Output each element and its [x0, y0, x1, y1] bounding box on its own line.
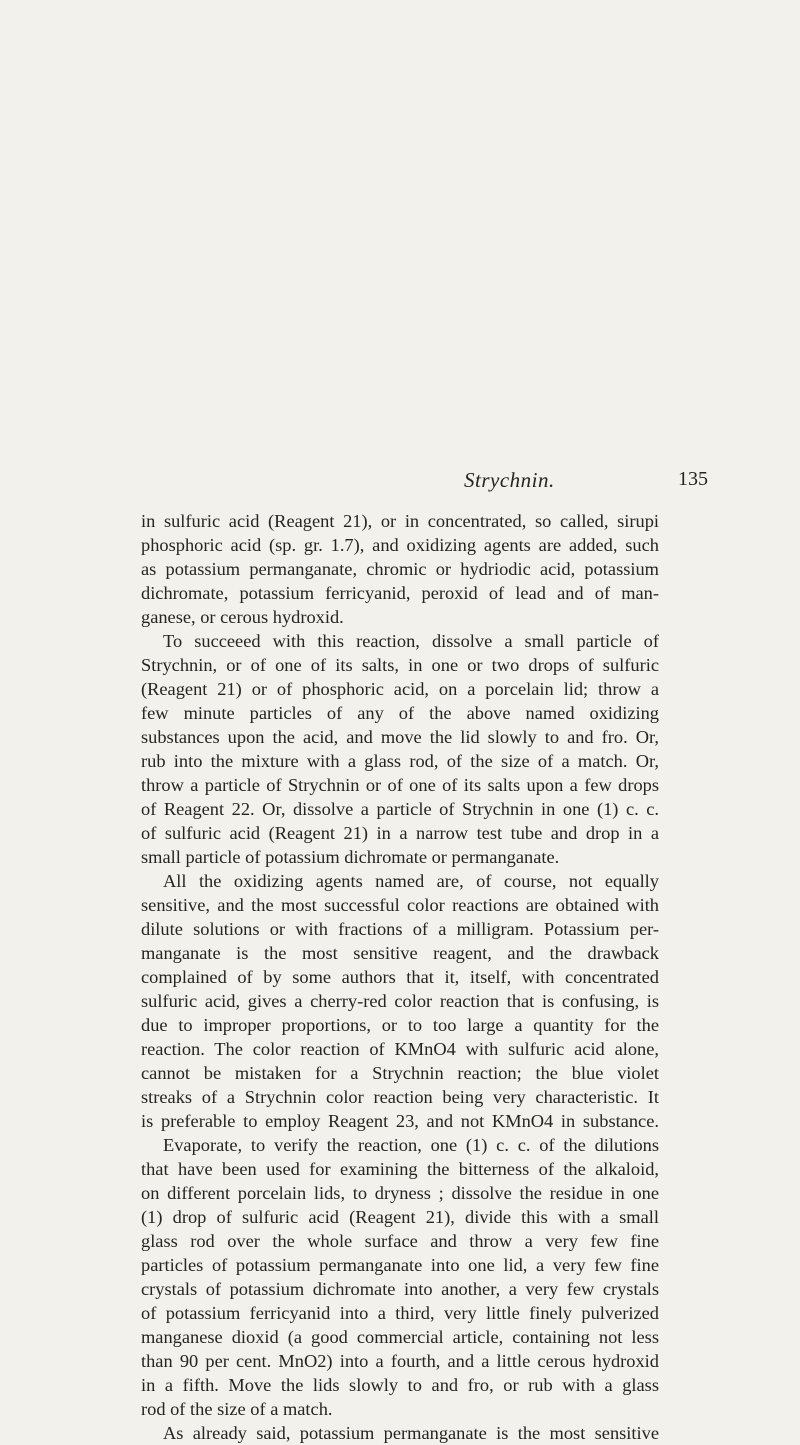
text-line: substances upon the acid, and move the lid slowly to and fro. Or,	[141, 727, 659, 747]
text-line: small particle of potassium dichromate or permanganate.	[141, 847, 560, 867]
text-line: of potassium ferricyanid into a third, very little finely pulverized	[141, 1303, 659, 1323]
text-line: cannot be mistaken for a Strychnin reaction; the blue violet	[141, 1063, 659, 1083]
text-line: of sulfuric acid (Reagent 21) in a narrow test tube and drop in a	[141, 823, 659, 843]
text-line: dilute solutions or with fractions of a milligram. Potassium per-	[141, 919, 659, 939]
text-line: rod of the size of a match.	[141, 1399, 333, 1419]
body-text	[141, 509, 659, 1445]
text-line: is preferable to employ Reagent 23, and not KMnO4 in substance.	[141, 1111, 659, 1131]
text-line: dichromate, potassium ferricyanid, peroxid of lead and of man-	[141, 583, 659, 603]
text-line: All the oxidizing agents named are, of course, not equally	[163, 871, 659, 891]
text-line: in a fifth. Move the lids slowly to and fro, or rub with a glass	[141, 1375, 659, 1395]
page-header	[0, 468, 800, 498]
text-line: To succeeed with this reaction, dissolve a small particle of	[163, 631, 659, 651]
text-line: (1) drop of sulfuric acid (Reagent 21), divide this with a small	[141, 1207, 659, 1227]
text-line: as potassium permanganate, chromic or hydriodic acid, potassium	[141, 559, 659, 579]
running-title: Strychnin.	[464, 468, 555, 492]
text-line: sulfuric acid, gives a cherry-red color reaction that is confusing, is	[141, 991, 659, 1011]
text-line: particles of potassium permanganate into one lid, a very few fine	[141, 1255, 659, 1275]
text-line: reaction. The color reaction of KMnO4 with sulfuric acid alone,	[141, 1039, 659, 1059]
text-line: streaks of a Strychnin color reaction being very characteristic. It	[141, 1087, 659, 1107]
text-line: manganese dioxid (a good commercial article, containing not less	[141, 1327, 659, 1347]
text-line: due to improper proportions, or to too large a quantity for the	[141, 1015, 659, 1035]
text-line: phosphoric acid (sp. gr. 1.7), and oxidizing agents are added, such	[141, 535, 659, 555]
text-line: than 90 per cent. MnO2) into a fourth, and a little cerous hydroxid	[141, 1351, 659, 1371]
text-line: glass rod over the whole surface and throw a very few fine	[141, 1231, 659, 1251]
text-line: rub into the mixture with a glass rod, of the size of a match. Or,	[141, 751, 659, 771]
text-line: that have been used for examining the bitterness of the alkaloid,	[141, 1159, 659, 1179]
text-line: complained of by some authors that it, itself, with concentrated	[141, 967, 659, 987]
page-number: 135	[678, 468, 708, 490]
text-line: Strychnin, or of one of its salts, in one or two drops of sulfuric	[141, 655, 659, 675]
text-line: in sulfuric acid (Reagent 21), or in concentrated, so called, sirupi	[141, 511, 659, 531]
text-line: manganate is the most sensitive reagent, and the drawback	[141, 943, 659, 963]
text-line: ganese, or cerous hydroxid.	[141, 607, 344, 627]
text-line: crystals of potassium dichromate into another, a very few crystals	[141, 1279, 659, 1299]
text-line: of Reagent 22. Or, dissolve a particle of Strychnin in one (1) c. c.	[141, 799, 659, 819]
text-line: on different porcelain lids, to dryness ; dissolve the residue in one	[141, 1183, 659, 1203]
text-line: sensitive, and the most successful color reactions are obtained with	[141, 895, 659, 915]
text-line: few minute particles of any of the above named oxidizing	[141, 703, 659, 723]
text-line: (Reagent 21) or of phosphoric acid, on a porcelain lid; throw a	[141, 679, 659, 699]
text-line: As already said, potassium permanganate is the most sensitive	[163, 1423, 659, 1443]
text-line: Evaporate, to verify the reaction, one (1) c. c. of the dilutions	[163, 1135, 659, 1155]
text-line: throw a particle of Strychnin or of one of its salts upon a few drops	[141, 775, 659, 795]
